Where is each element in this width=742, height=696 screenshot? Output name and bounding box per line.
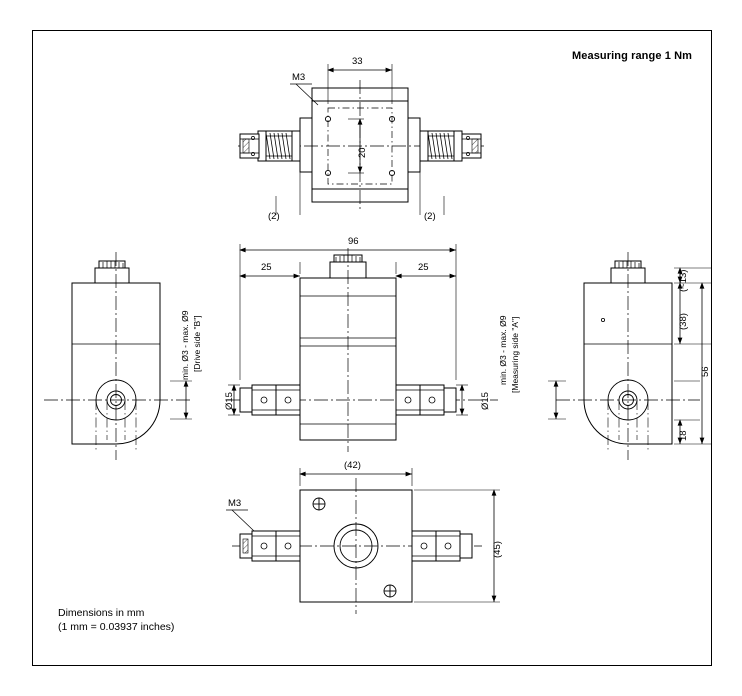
page-title: Measuring range 1 Nm	[572, 50, 692, 62]
dimension-label-25-right: 25	[418, 262, 429, 273]
dimension-label-13: (~13)	[678, 269, 689, 292]
dimension-label-dia15-left: Ø15	[224, 392, 235, 410]
footer-note	[58, 606, 174, 634]
bottom-left-coupling	[240, 531, 300, 561]
left-side-view-geometry	[44, 252, 192, 460]
shaft-side-label-left: [Drive side "B"]	[192, 315, 202, 372]
thread-label-m3-top: M3	[292, 72, 306, 83]
top-right-coupling	[420, 131, 481, 161]
dimension-label-45: (45)	[492, 541, 503, 558]
dimension-label-42: (42)	[344, 460, 361, 471]
shaft-label-right: min. Ø3 - max. Ø9	[498, 315, 508, 385]
thread-label-m3-bottom: M3	[228, 498, 242, 509]
front-view-geometry	[226, 244, 498, 452]
top-left-coupling	[240, 131, 300, 161]
bottom-view-geometry	[226, 468, 500, 614]
footer-line-2: (1 mm = 0.03937 inches)	[58, 620, 175, 633]
footer-line-1: Dimensions in mm	[58, 606, 145, 619]
top-view-geometry	[238, 64, 484, 215]
dimension-label-96: 96	[348, 236, 359, 247]
bottom-right-coupling	[412, 531, 472, 561]
dimension-label-25-left: 25	[261, 262, 272, 273]
dimension-label-38: (38)	[678, 313, 689, 330]
dimension-label-20: 20	[357, 147, 368, 158]
dimension-label-56: 56	[700, 366, 711, 377]
dimension-label-33: 33	[352, 56, 363, 67]
dimension-label-gap-right: (2)	[424, 211, 436, 222]
shaft-side-label-right: [Measuring side "A"]	[510, 316, 520, 393]
dimension-label-18: 18	[678, 430, 689, 441]
dimension-label-gap-left: (2)	[268, 211, 280, 222]
dimension-label-dia15-right: Ø15	[480, 392, 491, 410]
shaft-label-left: min. Ø3 - max. Ø9	[180, 310, 190, 380]
